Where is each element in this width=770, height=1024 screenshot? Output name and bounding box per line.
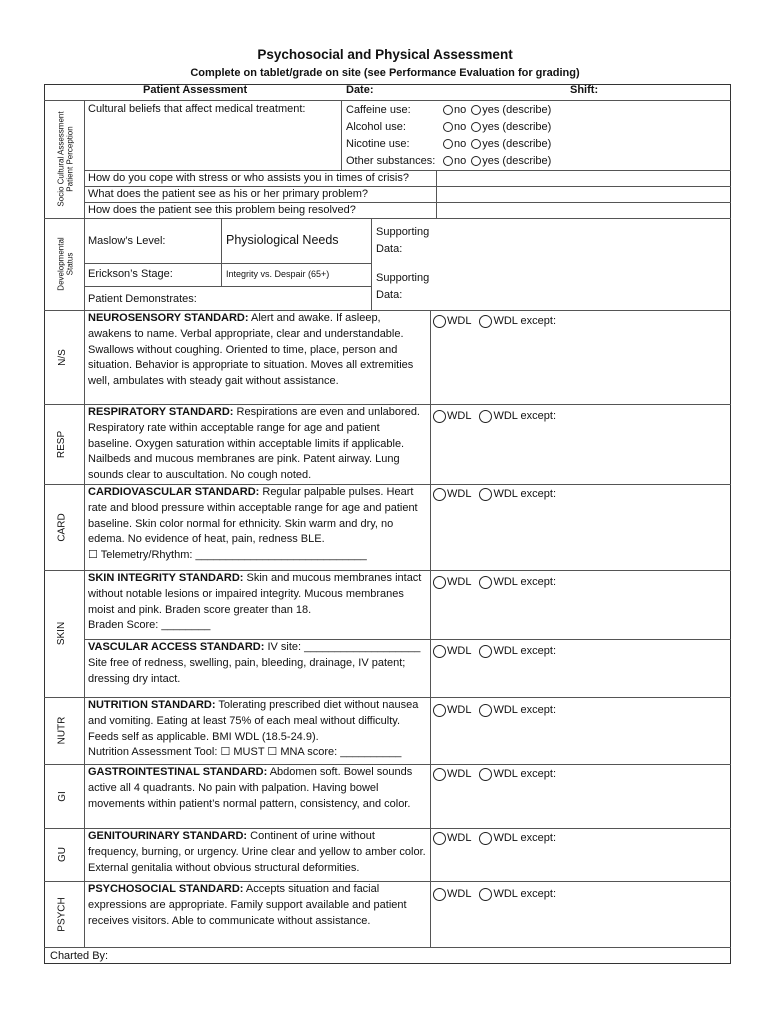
vascular-wdl-except-text: WDL except: — [493, 645, 557, 657]
resp-wdl-text: WDL — [447, 410, 472, 422]
psych-wdl-radio[interactable] — [433, 888, 446, 901]
ns-wdl-except-text: WDL except: — [493, 315, 557, 327]
shift-label: Shift: — [570, 84, 599, 96]
gi-wdl-except-text: WDL except: — [493, 768, 557, 780]
cardiovascular-standard — [88, 485, 426, 564]
nicotine-yes-radio[interactable] — [471, 139, 481, 149]
nicotine-options — [443, 136, 551, 152]
ns-wdl-text: WDL — [447, 315, 472, 327]
caffeine-yes-radio[interactable] — [471, 105, 481, 115]
skin-label-text: SKIN — [56, 621, 68, 646]
gastrointestinal-standard — [88, 765, 426, 812]
ns-wdl-except-radio[interactable] — [479, 315, 492, 328]
charted-by-label: Charted By: — [50, 950, 109, 962]
resp-wdl-options — [433, 408, 556, 424]
gu-wdl-except-text: WDL except: — [493, 832, 557, 844]
skin-integrity-standard — [88, 571, 426, 634]
cultural-beliefs-label: Cultural beliefs that affect medical treatment: — [88, 103, 306, 115]
ns-wdl-radio[interactable] — [433, 315, 446, 328]
vascular-wdl-options — [433, 643, 556, 659]
maslow-value: Physiological Needs — [226, 233, 339, 247]
erickson-label: Erickson’s Stage: — [88, 268, 173, 280]
caffeine-no-text: no — [454, 104, 467, 116]
nutr-wdl-text: WDL — [447, 704, 472, 716]
psych-wdl-except-text: WDL except: — [493, 888, 557, 900]
nutr-wdl-except-text: WDL except: — [493, 704, 557, 716]
section-label-skin — [48, 570, 76, 697]
gu-wdl-text: WDL — [447, 832, 472, 844]
gu-wdl-except-radio[interactable] — [479, 832, 492, 845]
skin-integrity-body: Skin and mucous membranes intact without notable lesions or impaired integrity. Mucous membranes moist and pink. Braden score greater than 18. — [88, 572, 422, 616]
ns-label-text: N/S — [56, 348, 68, 366]
caffeine-label: Caffeine use: — [346, 104, 411, 116]
skin-wdl-options — [433, 574, 556, 590]
skin-wdl-text: WDL — [447, 576, 472, 588]
card-label-text: CARD — [56, 512, 68, 542]
section-label-nutr — [48, 697, 76, 764]
section-label-gu — [48, 828, 76, 881]
primary-problem-question: What does the patient see as his or her primary problem? — [88, 188, 369, 200]
other-substances-options — [443, 153, 551, 169]
alcohol-yes-text: yes (describe) — [482, 121, 552, 133]
card-wdl-text: WDL — [447, 488, 472, 500]
genitourinary-standard — [88, 829, 426, 876]
psych-wdl-options — [433, 886, 556, 902]
vascular-wdl-text: WDL — [447, 645, 472, 657]
skin-wdl-except-radio[interactable] — [479, 576, 492, 589]
gi-label-text: GI — [56, 790, 68, 802]
supporting-data-1-line1: Supporting — [376, 226, 430, 238]
psych-wdl-except-radio[interactable] — [479, 888, 492, 901]
patient-demonstrates-label: Patient Demonstrates: — [88, 293, 197, 305]
patient-assessment-header: Patient Assessment — [143, 84, 248, 96]
skin-wdl-except-text: WDL except: — [493, 576, 557, 588]
caffeine-no-radio[interactable] — [443, 105, 453, 115]
alcohol-no-text: no — [454, 121, 467, 133]
gu-label-text: GU — [56, 847, 68, 862]
nutr-wdl-options — [433, 702, 556, 718]
section-label-ns — [48, 310, 76, 404]
nutrition-standard — [88, 698, 426, 761]
cardiovascular-heading: CARDIOVASCULAR STANDARD: — [88, 486, 260, 498]
developmental-label-text: Developmental Status — [57, 237, 75, 291]
nicotine-label: Nicotine use: — [346, 138, 410, 150]
supporting-data-1-line2: Data: — [376, 243, 403, 255]
gastrointestinal-body: Abdomen soft. Bowel sounds active all 4 quadrants. No pain with palpation. Having bowel movements within patient’s normal pattern, consistency, and color. — [88, 766, 413, 810]
section-label-card — [48, 484, 76, 570]
genitourinary-heading: GENITOURINARY STANDARD: — [88, 830, 248, 842]
respiratory-standard — [88, 405, 426, 484]
neurosensory-body: Alert and awake. If asleep, awakens to name. Verbal appropriate, clear and understandable. Swallows without coughing. Oriented to time, place, person and situation. Behavior is appropriate to situation. Moves all extremities well, ambulates with steady gait without assistance. — [88, 312, 414, 388]
psychosocial-body: Accepts situation and facial expressions are appropriate. Family support available and patient receives visitors. Able to communicate without assistance. — [88, 883, 407, 927]
nutr-label-text: NUTR — [56, 716, 68, 745]
nicotine-no-text: no — [454, 138, 467, 150]
resolution-question: How does the patient see this problem being resolved? — [88, 204, 356, 216]
resp-wdl-except-text: WDL except: — [493, 410, 557, 422]
psych-wdl-text: WDL — [447, 888, 472, 900]
nutrition-tool-field[interactable]: Nutrition Assessment Tool: ☐ MUST ☐ MNA score: __________ — [88, 746, 402, 759]
gi-wdl-radio[interactable] — [433, 768, 446, 781]
page-subtitle: Complete on tablet/grade on site (see Performance Evaluation for grading) — [190, 67, 580, 79]
skin-integrity-heading: SKIN INTEGRITY STANDARD: — [88, 572, 244, 584]
vascular-access-standard — [88, 640, 426, 687]
respiratory-heading: RESPIRATORY STANDARD: — [88, 406, 234, 418]
gi-wdl-options — [433, 766, 556, 782]
cardiovascular-body: Regular palpable pulses. Heart rate and blood pressure within acceptable range for age and patient baseline. Skin color normal for ethnicity. Skin warm and dry, no edema. No evidence of heat, pain, redness BLE. — [88, 486, 418, 546]
alcohol-no-radio[interactable] — [443, 122, 453, 132]
vascular-access-heading: VASCULAR ACCESS STANDARD: — [88, 641, 265, 653]
other-substances-label: Other substances: — [346, 155, 436, 167]
alcohol-yes-radio[interactable] — [471, 122, 481, 132]
neurosensory-heading: NEUROSENSORY STANDARD: — [88, 312, 249, 324]
gastrointestinal-heading: GASTROINTESTINAL STANDARD: — [88, 766, 268, 778]
neurosensory-standard — [88, 311, 426, 390]
page-title: Psychosocial and Physical Assessment — [257, 47, 513, 62]
supporting-data-2-line1: Supporting — [376, 272, 430, 284]
nutrition-body: Tolerating prescribed diet without nausea and vomiting. Eating at least 75% of each meal without difficulty. Feeds self as applicable. BMI WDL (18.5-24.9). — [88, 699, 419, 743]
alcohol-options — [443, 119, 551, 135]
caffeine-yes-text: yes (describe) — [482, 104, 552, 116]
psych-label-text: PSYCH — [56, 896, 68, 932]
psychosocial-standard — [88, 882, 426, 929]
alcohol-label: Alcohol use: — [346, 121, 406, 133]
section-label-developmental — [52, 218, 80, 310]
braden-score-field[interactable]: Braden Score: ________ — [88, 619, 211, 632]
card-wdl-except-text: WDL except: — [493, 488, 557, 500]
gi-wdl-except-radio[interactable] — [479, 768, 492, 781]
nutrition-heading: NUTRITION STANDARD: — [88, 699, 216, 711]
section-label-psych — [48, 881, 76, 947]
resp-wdl-radio[interactable] — [433, 410, 446, 423]
other-no-radio[interactable] — [443, 156, 453, 166]
date-label: Date: — [346, 84, 374, 96]
caffeine-options — [443, 102, 551, 118]
resp-wdl-except-radio[interactable] — [479, 410, 492, 423]
card-wdl-options — [433, 486, 556, 502]
other-yes-text: yes (describe) — [482, 155, 552, 167]
other-yes-radio[interactable] — [471, 156, 481, 166]
vascular-access-body: IV site: ___________________ Site free of redness, swelling, pain, bleeding, drainage, IV patent; dressing dry intact. — [88, 641, 421, 685]
section-label-socio — [52, 100, 80, 218]
resp-label-text: RESP — [56, 430, 68, 458]
gu-wdl-options — [433, 830, 556, 846]
erickson-value: Integrity vs. Despair (65+) — [226, 269, 330, 279]
section-label-resp — [48, 404, 76, 484]
vascular-wdl-except-radio[interactable] — [479, 645, 492, 658]
nutr-wdl-radio[interactable] — [433, 704, 446, 717]
nutr-wdl-except-radio[interactable] — [479, 704, 492, 717]
section-label-gi — [48, 764, 76, 828]
gu-wdl-radio[interactable] — [433, 832, 446, 845]
psychosocial-heading: PSYCHOSOCIAL STANDARD: — [88, 883, 244, 895]
ns-wdl-options — [433, 313, 556, 329]
telemetry-field[interactable]: ☐ Telemetry/Rhythm: ____________________________ — [88, 549, 367, 562]
maslow-label: Maslow’s Level: — [88, 235, 166, 247]
genitourinary-body: Continent of urine without frequency, burning, or urgency. Urine clear and yellow to amber color. External genitalia without obvious structural deformities. — [88, 830, 426, 874]
gi-wdl-text: WDL — [447, 768, 472, 780]
other-no-text: no — [454, 155, 467, 167]
supporting-data-2-line2: Data: — [376, 289, 403, 301]
nicotine-no-radio[interactable] — [443, 139, 453, 149]
card-wdl-radio[interactable] — [433, 488, 446, 501]
skin-wdl-radio[interactable] — [433, 576, 446, 589]
cope-question: How do you cope with stress or who assists you in times of crisis? — [88, 172, 409, 184]
respiratory-body: Respirations are even and unlabored. Respiratory rate within acceptable range for age and patient baseline. Oxygen saturation within acceptable limits if applicable. Nailbeds and mucous membranes are pink. Patent airway. Lung sounds clear to auscultation. No cough noted. — [88, 406, 420, 482]
socio-label-text: Socio Cultural Assessment Patient Perception — [57, 111, 75, 207]
card-wdl-except-radio[interactable] — [479, 488, 492, 501]
nicotine-yes-text: yes (describe) — [482, 138, 552, 150]
vascular-wdl-radio[interactable] — [433, 645, 446, 658]
